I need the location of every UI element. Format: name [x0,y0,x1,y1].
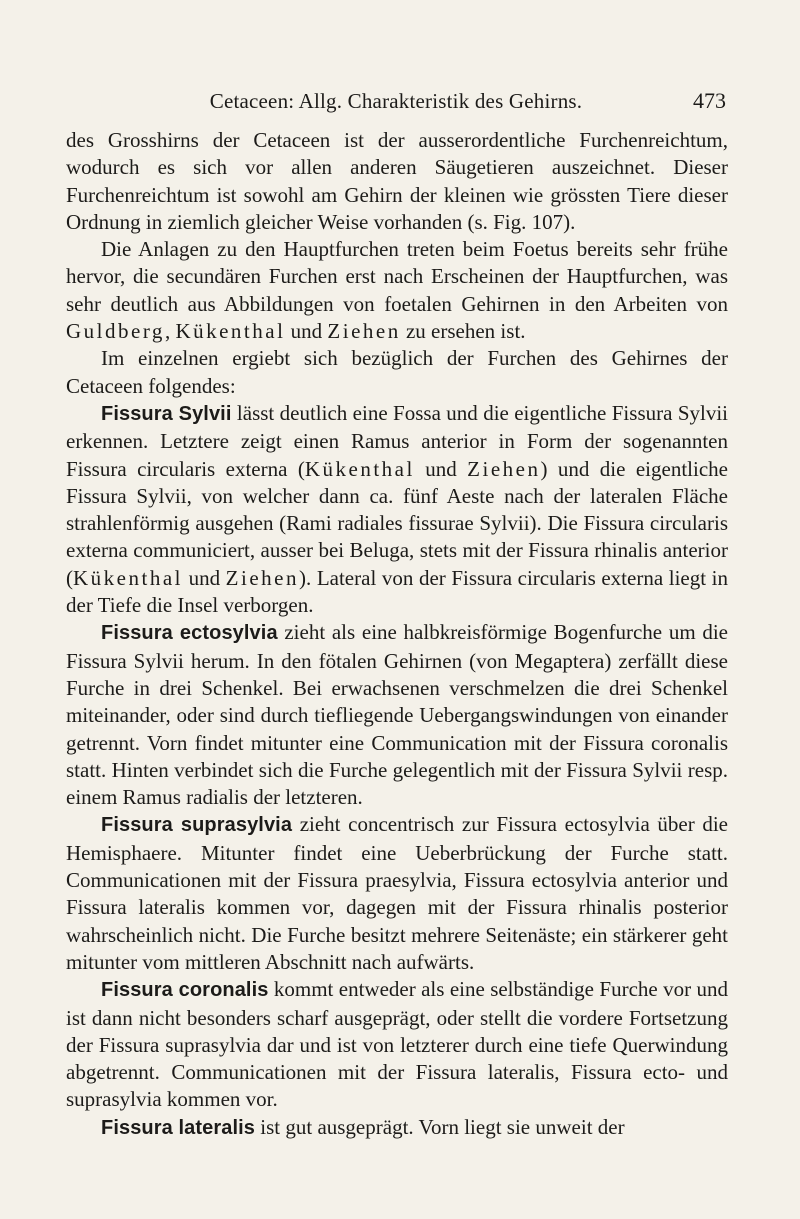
section-heading: Fissura lateralis [101,1116,256,1139]
paragraph-anlagen [66,236,728,345]
text-run: und [414,456,468,481]
author-name: Kükenthal [304,456,415,481]
text-run: Die Anlagen zu den Hauptfurchen treten beim Foetus bereits sehr frühe hervor, die secundären Furchen erst nach Erscheinen der Hauptfurchen, was sehr deutlich aus Abbildungen von foetalen Gehirnen in den Arbeiten von [66,237,728,316]
text-run: ist gut ausgeprägt. Vorn liegt sie unweit der [255,1114,625,1139]
text-run: ). Lateral von der Fissura circularis externa liegt in der Tiefe die Insel verborgen. [66,565,728,618]
paragraph-fissura-lateralis [66,1114,728,1142]
text-run: zieht concentrisch zur Fissura ectosylvia über die Hemisphaere. Mitunter findet eine Ueberbrückung der Furche statt. Communicationen mit der Fissura praesylvia, Fissura ectosylvia anterior und Fissura lateralis kommen vor, dagegen mit der Fissura rhinalis posterior wahrscheinlich nicht. Die Furche besitzt mehrere Seitenäste; ein stärkerer geht mitunter vom mittleren Abschnitt nach aufwärts. [66,812,729,974]
section-heading: Fissura Sylvii [101,402,232,425]
author-name: Guldberg [66,319,165,344]
author-name: Ziehen [327,319,401,344]
body-text [66,127,728,1142]
paragraph-fissura-sylvii [66,400,728,619]
paragraph-fissura-suprasylvia [66,811,728,976]
paragraph-fissura-ectosylvia [66,619,728,811]
author-name: Ziehen [467,456,541,481]
text-run: und [182,565,226,590]
running-header [66,86,726,116]
text-run: ) und die eigentliche Fissura Sylvii, von welcher dann ca. fünf Aeste nach der lateralen Fläche strahlenförmig ausgehen (Rami radiales fissurae Sylvii). Die Fissura circularis externa communiciert, ausser bei Beluga, stets mit der Fissura rhinalis anterior ( [66,456,728,590]
paragraph-einzelnen [66,345,728,400]
text-run: kommt entweder als eine selbständige Furche vor und ist dann nicht besonders scharf ausgeprägt, oder stellt die vordere Fortsetzung der Fissura suprasylvia dar und ist von letzterer durch eine tiefe Querwindung abgetrennt. Communicationen mit der Fissura lateralis, Fissura ecto- und suprasylvia kommen vor. [66,977,728,1112]
text-run: lässt deutlich eine Fossa und die eigentliche Fissura Sylvii erkennen. Letztere zeigt einen Ramus anterior in Form der sogenannten Fissura circularis externa ( [66,400,729,481]
page-number: 473 [693,88,726,113]
section-heading: Fissura suprasylvia [101,814,293,837]
text-run: zu ersehen ist. [400,319,526,344]
section-heading: Fissura coronalis [101,979,269,1002]
section-heading: Fissura ectosylvia [101,622,278,645]
paragraph-fissura-coronalis [66,976,728,1113]
paragraph-intro [66,127,728,236]
author-name: Ziehen [225,565,299,590]
running-title: Cetaceen: Allg. Charakteristik des Gehirns. [209,89,583,113]
author-name: Kükenthal [73,565,183,590]
author-name: Kükenthal [175,319,286,344]
text-run: , [164,319,176,344]
text-run: und [285,319,328,344]
text-run: des Grosshirns der Cetaceen ist der ausserordentliche Furchenreichtum, wodurch es sich vor allen anderen Säugetieren auszeichnet. Dieser Furchenreichtum ist sowohl am Gehirn der kleinen wie grössten Tiere dieser Ordnung in ziemlich gleicher Weise vorhanden (s. Fig. 107). [66,128,728,234]
text-run: zieht als eine halbkreisförmige Bogenfurche um die Fissura Sylvii herum. In den fötalen Gehirnen (von Megaptera) zerfällt diese Furche in drei Schenkel. Bei erwachsenen verschmelzen die drei Schenkel miteinander, oder sind durch tiefliegende Uebergangswindungen von einander getrennt. Vorn findet mitunter eine Communication mit der Fissura coronalis statt. Hinten verbindet sich die Furche gelegentlich mit der Fissura Sylvii resp. einem Ramus radialis der letzteren. [66,620,728,810]
text-run: Im einzelnen ergiebt sich bezüglich der Furchen des Gehirnes der Cetaceen folgendes: [66,346,728,398]
